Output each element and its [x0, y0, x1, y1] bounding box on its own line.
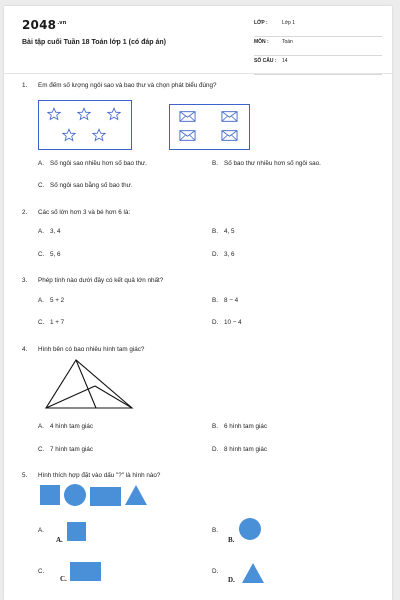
question-2: 2. Các số lớn hơn 3 và bé hơn 6 là: [22, 209, 131, 216]
question-4: 4. Hình bên có bao nhiêu hình tam giác? [22, 346, 145, 353]
question-3: 3. Phép tính nào dưới đây có kết quả lớn nhất? [22, 277, 164, 284]
envelope-icon [179, 111, 196, 122]
q5-option-d[interactable]: D. [212, 568, 219, 575]
envelopes-box [169, 104, 250, 150]
stars-box [38, 100, 132, 150]
q1-option-b[interactable]: B. Số bao thư nhiều hơn số ngôi sao. [212, 160, 321, 167]
q5-option-a[interactable]: A. [38, 527, 44, 534]
q3-option-c[interactable]: C. 1 + 7 [38, 319, 65, 326]
q5-option-a-inner-label: A. [56, 536, 63, 544]
q3-option-a[interactable]: A. 5 + 2 [38, 297, 65, 304]
page-title: Bài tập cuối Tuần 18 Toán lớp 1 (có đáp án) [22, 39, 166, 46]
meta-row-count: SỐ CÂU : 14 [254, 58, 382, 75]
star-icon [47, 107, 61, 121]
q3-option-b[interactable]: B. 8 − 4 [212, 297, 239, 304]
worksheet-page [4, 6, 392, 600]
q2-option-c[interactable]: C. 5, 6 [38, 251, 61, 258]
q5-option-c[interactable]: C. [38, 568, 45, 575]
question-1: 1. Em đếm số lượng ngôi sao và bao thư và chọn phát biểu đúng? [22, 82, 217, 89]
question-5: 5. Hình thích hợp đặt vào dấu "?" là hình nào? [22, 472, 161, 479]
envelope-icon [179, 130, 196, 141]
q2-option-b[interactable]: B. 4, 5 [212, 228, 235, 235]
q5-option-a-square[interactable] [67, 522, 86, 541]
q4-option-b[interactable]: B. 6 hình tam giác [212, 423, 268, 430]
q5-option-b-inner-label: B. [228, 536, 235, 544]
meta-info [254, 20, 382, 77]
q4-option-c[interactable]: C. 7 hình tam giác [38, 446, 94, 453]
q5-option-c-rectangle[interactable] [70, 562, 101, 581]
q2-option-d[interactable]: D. 3, 6 [212, 251, 235, 258]
star-icon [92, 128, 106, 142]
q1-option-a[interactable]: A. Số ngôi sao nhiều hơn số bao thư. [38, 160, 147, 167]
meta-row-subject: MÔN : Toán [254, 39, 382, 56]
divider [4, 73, 392, 74]
envelope-icon [221, 111, 238, 122]
circle-shape [64, 484, 86, 506]
envelope-icon [221, 130, 238, 141]
q4-option-d[interactable]: D. 8 hình tam giác [212, 446, 268, 453]
q5-option-d-inner-label: D. [228, 576, 235, 584]
q4-option-a[interactable]: A. 4 hình tam giác [38, 423, 94, 430]
star-icon [107, 107, 121, 121]
star-icon [77, 107, 91, 121]
triangle-shape [124, 484, 148, 506]
q5-option-c-inner-label: C. [60, 575, 67, 583]
star-icon [62, 128, 76, 142]
rectangle-shape [90, 487, 121, 506]
meta-row-class: LỚP : Lớp 1 [254, 20, 382, 37]
q5-option-b-circle[interactable] [239, 518, 261, 540]
q3-option-d[interactable]: D. 10 − 4 [212, 319, 242, 326]
square-shape [40, 485, 60, 505]
site-logo[interactable]: $2048^{.vn}$ [22, 18, 67, 32]
q2-option-a[interactable]: A. 3, 4 [38, 228, 61, 235]
q1-option-c[interactable]: C. Số ngôi sao bằng số bao thư. [38, 182, 133, 189]
triangle-figure [44, 358, 136, 413]
q5-option-d-triangle[interactable] [241, 562, 265, 584]
q5-option-b[interactable]: B. [212, 527, 218, 534]
